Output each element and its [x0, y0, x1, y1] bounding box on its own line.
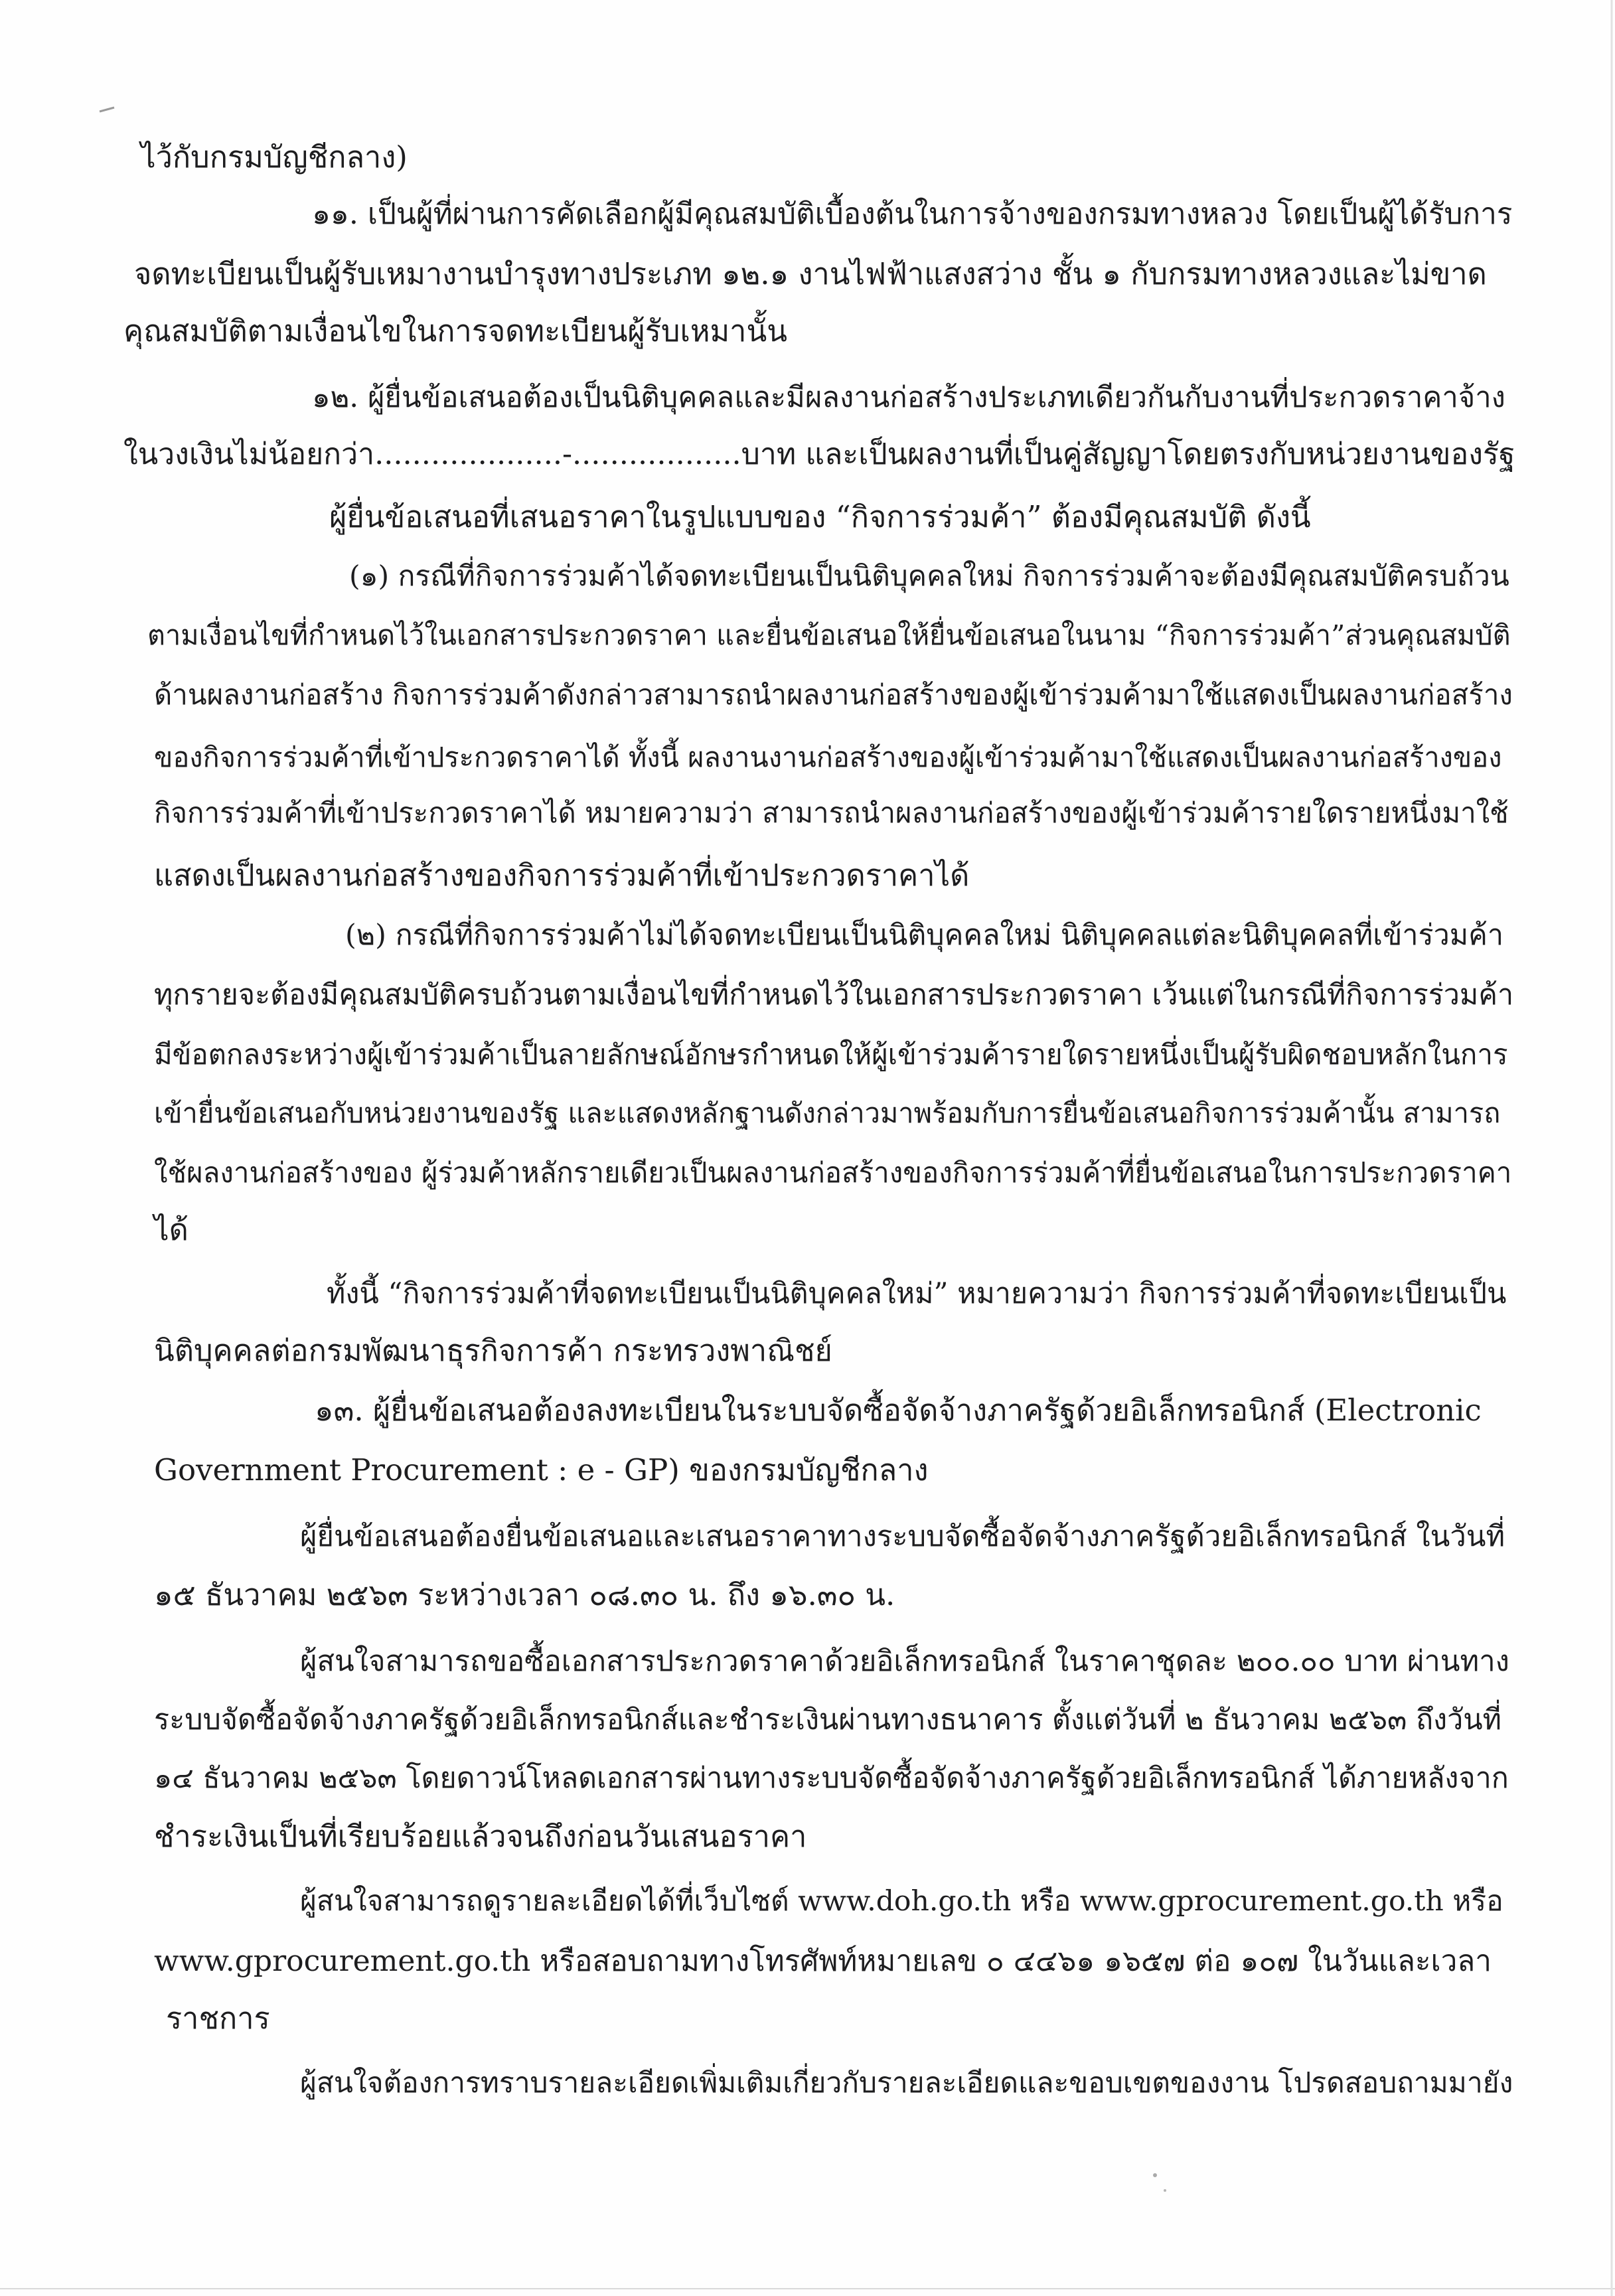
text-line-21: นิติบุคคลต่อกรมพัฒนาธุรกิจการค้า กระทรวงพาณิชย์ — [154, 1333, 832, 1368]
text-line-33: ผู้สนใจต้องการทราบรายละเอียดเพิ่มเติมเกี่ยวกับรายละเอียดและขอบเขตของงาน โปรดสอบถามมายัง — [300, 2067, 1513, 2100]
text-line-29: ชำระเงินเป็นที่เรียบร้อยแล้วจนถึงก่อนวันเสนอราคา — [154, 1819, 807, 1854]
scan-mark-top-left — [100, 108, 114, 112]
text-line-10: ด้านผลงานก่อสร้าง กิจการร่วมค้าดังกล่าวสามารถนำผลงานก่อสร้างของผู้เข้าร่วมค้ามาใช้แสดงเป็นผลงานก่อสร้าง — [154, 678, 1513, 711]
text-line-14: (๒) กรณีที่กิจการร่วมค้าไม่ได้จดทะเบียนเป็นนิติบุคคลใหม่ นิติบุคคลแต่ละนิติบุคคลที่เข้าร่วมค้า — [345, 919, 1503, 952]
text-line-2: ๑๑. เป็นผู้ที่ผ่านการคัดเลือกผู้มีคุณสมบัติเบื้องต้นในการจ้างของกรมทางหลวง โดยเป็นผู้ได้รับการ — [312, 197, 1513, 231]
text-line-7: ผู้ยื่นข้อเสนอที่เสนอราคาในรูปแบบของ “กิจการร่วมค้า” ต้องมีคุณสมบัติ ดังนี้ — [329, 499, 1311, 534]
text-line-16: มีข้อตกลงระหว่างผู้เข้าร่วมค้าเป็นลายลักษณ์อักษรกำหนดให้ผู้เข้าร่วมค้ารายใดรายหนึ่งเป็นผู้รับผิดชอบหลักในการ — [154, 1038, 1508, 1071]
text-line-27: ระบบจัดซื้อจัดจ้างภาครัฐด้วยอิเล็กทรอนิกส์และชำระเงินผ่านทางธนาคาร ตั้งแต่วันที่ ๒ ธันวาคม ๒๕๖๓ ถึงวันที่ — [154, 1703, 1502, 1736]
text-line-32: ราชการ — [166, 2001, 270, 2036]
text-line-9: ตามเงื่อนไขที่กำหนดไว้ในเอกสารประกวดราคา และยื่นข้อเสนอให้ยื่นข้อเสนอในนาม “กิจการร่วมค้า”ส่วนคุณสมบัติ — [147, 619, 1511, 651]
text-line-23: Government Procurement : e - GP) ของกรมบัญชีกลาง — [154, 1452, 929, 1488]
text-line-19: ได้ — [154, 1212, 189, 1247]
text-line-25: ๑๕ ธันวาคม ๒๕๖๓ ระหว่างเวลา ๐๘.๓๐ น. ถึง ๑๖.๓๐ น. — [154, 1577, 895, 1612]
text-line-18: ใช้ผลงานก่อสร้างของ ผู้ร่วมค้าหลักรายเดียวเป็นผลงานก่อสร้างของกิจการร่วมค้าที่ยื่นข้อเสนอในการประกวดราคา — [154, 1156, 1512, 1189]
scan-speck — [1164, 2189, 1166, 2192]
scan-speck — [1153, 2173, 1157, 2177]
text-line-22: ๑๓. ผู้ยื่นข้อเสนอต้องลงทะเบียนในระบบจัดซื้อจัดจ้างภาครัฐด้วยอิเล็กทรอนิกส์ (Electronic — [315, 1393, 1482, 1428]
text-line-17: เข้ายื่นข้อเสนอกับหน่วยงานของรัฐ และแสดงหลักฐานดังกล่าวมาพร้อมกับการยื่นข้อเสนอกิจการร่วมค้านั้น สามารถ — [154, 1097, 1501, 1129]
text-line-28: ๑๔ ธันวาคม ๒๕๖๓ โดยดาวน์โหลดเอกสารผ่านทางระบบจัดซื้อจัดจ้างภาครัฐด้วยอิเล็กทรอนิกส์ ได้ภายหลังจาก — [154, 1762, 1509, 1795]
text-line-3: จดทะเบียนเป็นผู้รับเหมางานบำรุงทางประเภท ๑๒.๑ งานไฟฟ้าแสงสว่าง ชั้น ๑ กับกรมทางหลวงและไม่ขาด — [134, 256, 1487, 291]
text-line-31: www.gprocurement.go.th หรือสอบถามทางโทรศัพท์หมายเลข ๐ ๔๔๖๑ ๑๖๕๗ ต่อ ๑๐๗ ในวันและเวลา — [154, 1944, 1492, 1978]
text-line-13: แสดงเป็นผลงานก่อสร้างของกิจการร่วมค้าที่เข้าประกวดราคาได้ — [154, 858, 970, 893]
text-line-4: คุณสมบัติตามเงื่อนไขในการจดทะเบียนผู้รับเหมานั้น — [123, 313, 787, 348]
text-line-6: ในวงเงินไม่น้อยกว่า....................-..................บาท และเป็นผลงานที่เป็นคู่สัญญาโดยตรงกับหน่วยงานของรัฐ — [123, 437, 1515, 471]
text-line-20: ทั้งนี้ “กิจการร่วมค้าที่จดทะเบียนเป็นนิติบุคคลใหม่” หมายความว่า กิจการร่วมค้าที่จดทะเบียนเป็น — [327, 1277, 1507, 1310]
text-line-24: ผู้ยื่นข้อเสนอต้องยื่นข้อเสนอและเสนอราคาทางระบบจัดซื้อจัดจ้างภาครัฐด้วยอิเล็กทรอนิกส์ ในวันที่ — [300, 1520, 1505, 1553]
text-line-1: ไว้กับกรมบัญชีกลาง) — [141, 139, 408, 175]
text-line-5: ๑๒. ผู้ยื่นข้อเสนอต้องเป็นนิติบุคคลและมีผลงานก่อสร้างประเภทเดียวกันกับงานที่ประกวดราคาจ้าง — [312, 381, 1505, 414]
text-line-11: ของกิจการร่วมค้าที่เข้าประกวดราคาได้ ทั้งนี้ ผลงานงานก่อสร้างของผู้เข้าร่วมค้ามาใช้แสดงเป็นผลงานก่อสร้างของ — [154, 741, 1502, 773]
text-line-26: ผู้สนใจสามารถขอซื้อเอกสารประกวดราคาด้วยอิเล็กทรอนิกส์ ในราคาชุดละ ๒๐๐.๐๐ บาท ผ่านทาง — [300, 1645, 1509, 1678]
text-line-12: กิจการร่วมค้าที่เข้าประกวดราคาได้ หมายความว่า สามารถนำผลงานก่อสร้างของผู้เข้าร่วมค้ารายใดรายหนึ่งมาใช้ — [154, 797, 1509, 829]
text-line-30: ผู้สนใจสามารถดูรายละเอียดได้ที่เว็บไซต์ www.doh.go.th หรือ www.gprocurement.go.th หรือ — [300, 1885, 1503, 1918]
text-line-15: ทุกรายจะต้องมีคุณสมบัติครบถ้วนตามเงื่อนไขที่กำหนดไว้ในเอกสารประกวดราคา เว้นแต่ในกรณีที่กิจการร่วมค้า — [154, 978, 1514, 1012]
text-line-8: (๑) กรณีที่กิจการร่วมค้าได้จดทะเบียนเป็นนิติบุคคลใหม่ กิจการร่วมค้าจะต้องมีคุณสมบัติครบถ้วน — [349, 560, 1509, 593]
